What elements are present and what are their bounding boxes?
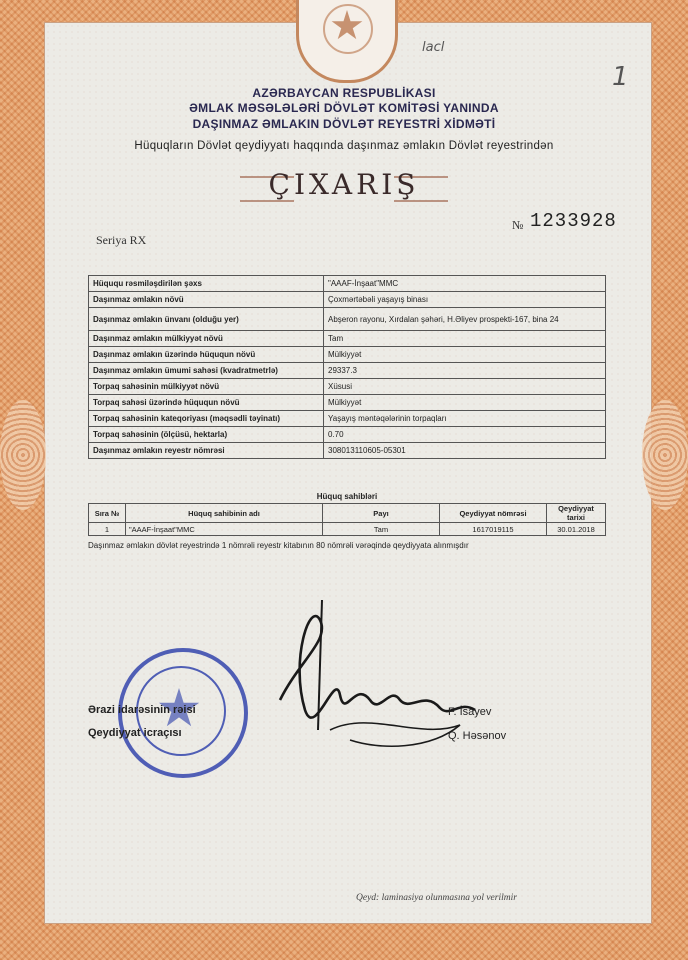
row-value: "AAAF-İnşaat"MMC bbox=[324, 276, 606, 292]
row-value: 0.70 bbox=[324, 427, 606, 443]
signature-scribble bbox=[260, 600, 500, 770]
handwritten-note: lacl bbox=[422, 40, 445, 55]
table-row bbox=[89, 308, 606, 331]
document-number: 1233928 bbox=[530, 210, 617, 232]
table-row bbox=[89, 443, 606, 459]
owners-cell: 1 bbox=[89, 523, 126, 536]
series-label: Seriya RX bbox=[96, 233, 147, 247]
row-value: 308013110605-05301 bbox=[324, 443, 606, 459]
table-row bbox=[89, 292, 606, 308]
table-row bbox=[89, 347, 606, 363]
row-value: 29337.3 bbox=[324, 363, 606, 379]
property-table bbox=[88, 275, 606, 459]
row-key: Torpaq sahəsinin (ölçüsü, hektarla) bbox=[89, 427, 324, 443]
footer-note: Qeyd: laminasiya olunmasına yol verilmir bbox=[356, 893, 517, 903]
row-key: Daşınmaz əmlakın reyestr nömrəsi bbox=[89, 443, 324, 459]
header-line-3: DAŞINMAZ ƏMLAKIN DÖVLƏT REYESTRİ XİDMƏTİ bbox=[192, 117, 496, 131]
row-value: Yaşayış məntəqələrinin torpaqları bbox=[324, 411, 606, 427]
row-key: Torpaq sahəsi üzərində hüququn növü bbox=[89, 395, 324, 411]
table-row bbox=[89, 523, 606, 536]
owners-header-cell: Qeydiyyat tarixi bbox=[547, 504, 606, 523]
signatory-role-1: Ərazi idarəsinin rəisi bbox=[88, 704, 196, 716]
signatory-name-2: Q. Həsənov bbox=[448, 730, 507, 742]
row-key: Hüququ rəsmiləşdirilən şəxs bbox=[89, 276, 324, 292]
table-row bbox=[89, 379, 606, 395]
row-value: Çoxmərtəbəli yaşayış binası bbox=[324, 292, 606, 308]
row-value: Tam bbox=[324, 331, 606, 347]
header-line-1: AZƏRBAYCAN RESPUBLİKASI bbox=[252, 86, 436, 100]
header-line-2: ƏMLAK MƏSƏLƏLƏRİ DÖVLƏT KOMİTƏSİ YANINDA bbox=[189, 101, 499, 115]
header-subtitle: Hüquqların Dövlət qeydiyyatı haqqında daşınmaz əmlakın Dövlət reyestrindən bbox=[134, 140, 554, 152]
owners-header-cell: Qeydiyyat nömrəsi bbox=[440, 504, 547, 523]
row-value: Mülkiyyət bbox=[324, 395, 606, 411]
certificate-body bbox=[44, 22, 652, 924]
owners-cell: 30.01.2018 bbox=[547, 523, 606, 536]
owners-header-row bbox=[89, 504, 606, 523]
table-row bbox=[89, 395, 606, 411]
registry-note: Daşınmaz əmlakın dövlət reyestrində 1 nömrəli reyestr kitabının 80 nömrəli vərəqində qeydiyyata alınmışdır bbox=[88, 541, 469, 550]
row-value: Mülkiyyət bbox=[324, 347, 606, 363]
table-row bbox=[89, 276, 606, 292]
row-key: Daşınmaz əmlakın mülkiyyət növü bbox=[89, 331, 324, 347]
row-key: Daşınmaz əmlakın üzərində hüququn növü bbox=[89, 347, 324, 363]
row-key: Daşınmaz əmlakın ünvanı (olduğu yer) bbox=[89, 308, 324, 331]
row-value: Abşeron rayonu, Xırdalan şəhəri, H.Əliyev prospekti-167, bina 24 bbox=[324, 308, 606, 331]
handwritten-page-mark: 1 bbox=[612, 62, 629, 92]
owners-header-cell: Hüquq sahibinin adı bbox=[126, 504, 323, 523]
number-sign: № bbox=[512, 218, 524, 232]
owners-cell: 1617019115 bbox=[440, 523, 547, 536]
owners-title: Hüquq sahibləri bbox=[316, 492, 378, 501]
owners-cell: Tam bbox=[323, 523, 440, 536]
row-key: Torpaq sahəsinin mülkiyyət növü bbox=[89, 379, 324, 395]
row-key: Daşınmaz əmlakın növü bbox=[89, 292, 324, 308]
row-key: Torpaq sahəsinin kateqoriyası (məqsədli təyinatı) bbox=[89, 411, 324, 427]
row-key: Daşınmaz əmlakın ümumi sahəsi (kvadratmetrlə) bbox=[89, 363, 324, 379]
document-title: ÇIXARIŞ bbox=[268, 168, 420, 201]
owners-header-cell: Payı bbox=[323, 504, 440, 523]
table-row bbox=[89, 331, 606, 347]
table-row bbox=[89, 411, 606, 427]
owners-cell: "AAAF-İnşaat"MMC bbox=[126, 523, 323, 536]
right-rosette-ornament bbox=[642, 400, 688, 510]
signatory-name-1: F. İsayev bbox=[448, 706, 492, 718]
table-row bbox=[89, 427, 606, 443]
left-rosette-ornament bbox=[0, 400, 46, 510]
signatory-role-2: Qeydiyyat icraçısı bbox=[88, 727, 182, 739]
owners-table bbox=[88, 503, 606, 536]
table-row bbox=[89, 363, 606, 379]
owners-header-cell: Sıra № bbox=[89, 504, 126, 523]
row-value: Xüsusi bbox=[324, 379, 606, 395]
